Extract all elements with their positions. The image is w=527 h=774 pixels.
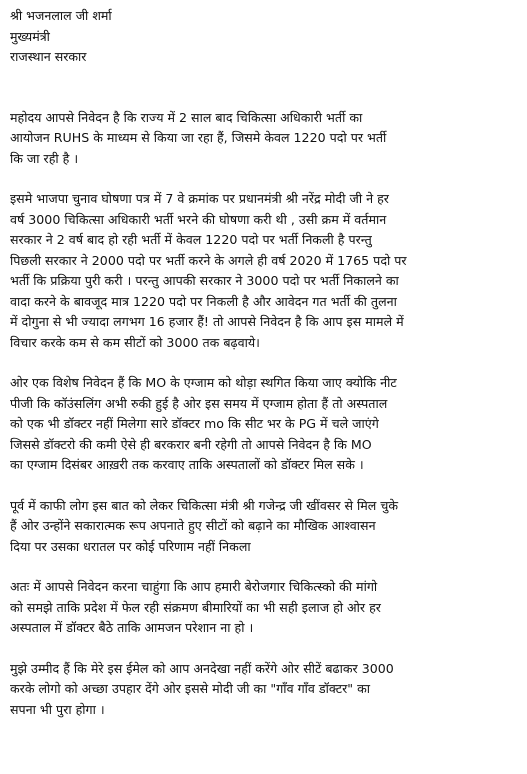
paragraph-line: पूर्व में काफी लोग इस बात को लेकर चिकित्सा मंत्री श्री गजेन्द्र जी खींवसर से मिल चुके: [10, 497, 399, 513]
paragraph-manifesto: [10, 189, 522, 353]
paragraph-line: अस्पताल में डॉक्टर बैठे ताकि आमजन परेशान ना हो ।: [10, 620, 254, 635]
paragraph-line: वादा करने के बावजूद मात्र 1220 पदो पर निकली है और आवेदन गत भर्ती की तुलना: [10, 293, 397, 309]
paragraph-line: इसमे भाजपा चुनाव घोषणा पत्र में 7 वे क्रमांक पर प्रधानमंत्री श्री नरेंद्र मोदी जी ने हर: [10, 191, 389, 206]
recipient-organization: राजस्थान सरकार: [10, 49, 87, 64]
paragraph-line: हैं ओर उन्होंने सकारात्मक रूप अपनाते हुए सीटों को बढ़ाने का मौखिक आश्वासन: [10, 518, 376, 533]
paragraph-line: मुझे उम्मीद हैं कि मेरे इस ईमेल को आप अनदेखा नहीं करेंगे ओर सीटें बढाकर 3000: [10, 660, 394, 676]
recipient-address: [10, 6, 522, 68]
paragraph-line: में दोगुना से भी ज्यादा लगभग 16 हजार हैं! तो आपसे निवेदन है कि आप इस मामले में: [10, 314, 404, 329]
paragraph-line: पिछली सरकार ने 2000 पदो पर भर्ती करने के अगले ही वर्ष 2020 में 1765 पदो पर: [10, 252, 407, 268]
paragraph-line: करके लोगो को अच्छा उपहार देंगे ओर इससे मोदी जी का "गाँव गाँव डॉक्टर" का: [10, 681, 371, 696]
paragraph-line: विचार करके कम से कम सीटों को 3000 तक बढ़वाये।: [10, 334, 260, 350]
paragraph-line: का एग्जाम दिसंबर आख़री तक करवाए ताकि अस्पतालों को डॉक्टर मिल सके ।: [10, 457, 364, 472]
recipient-name: श्री भजनलाल जी शर्मा: [10, 8, 112, 23]
recipient-title: मुख्यमंत्री: [10, 28, 50, 44]
paragraph-request: [10, 108, 522, 170]
paragraph-line: दिया पर उसका धरातल पर कोई परिणाम नहीं निकला: [10, 538, 251, 554]
paragraph-line: सरकार ने 2 वर्ष बाद हो रही भर्ती में केवल 1220 पदो पर भर्ती निकली है परन्तु: [10, 232, 372, 247]
paragraph-line: महोदय आपसे निवेदन है कि राज्य में 2 साल बाद चिकित्सा अधिकारी भर्ती का: [10, 109, 363, 125]
paragraph-line: भर्ती कि प्रक्रिया पुरी करी । परन्तु आपकी सरकार ने 3000 पदो पर भर्ती निकालने का: [10, 273, 399, 288]
letter-document: [10, 6, 522, 740]
paragraph-line: अतः में आपसे निवेदन करना चाहुंगा कि आप हमारी बेरोजगार चिकित्स्को की मांगो: [10, 579, 378, 594]
paragraph-line: सपना भी पुरा होगा ।: [10, 701, 105, 717]
paragraph-line: पीजी कि कॉउंसलिंग अभी रुकी हुई है ओर इस समय में एग्जाम होता हैं तो अस्पताल: [10, 395, 388, 411]
paragraph-exam-postponement: [10, 373, 522, 476]
paragraph-line: को समझे ताकि प्रदेश में फेल रही संक्रमण बीमारियों का भी सही इलाज हो ओर हर: [10, 599, 381, 615]
paragraph-line: को एक भी डॉक्टर नहीं मिलेगा सारे डॉक्टर mo कि सीट भर के PG में चले जाएंगे: [10, 416, 379, 431]
paragraph-line: आयोजन RUHS के माध्यम से किया जा रहा हैं, जिसमे केवल 1220 पदो पर भर्ती: [10, 130, 387, 145]
paragraph-line: जिससे डॉक्टरो की कमी ऐसे ही बरकरार बनी रहेगी तो आपसे निवेदन है कि MO: [10, 436, 372, 452]
address-spacer: [10, 68, 522, 108]
paragraph-line: कि जा रही है ।: [10, 150, 79, 166]
paragraph-minister-meeting: [10, 496, 522, 558]
paragraph-line: वर्ष 3000 चिकित्सा अधिकारी भर्ती भरने की घोषणा करी थी , उसी क्रम में वर्तमान: [10, 211, 387, 227]
paragraph-line: ओर एक विशेष निवेदन हैं कि MO के एग्जाम को थोड़ा स्थगित किया जाए क्योकि नीट: [10, 375, 397, 390]
paragraph-closing-hope: [10, 659, 522, 721]
letter-body: [10, 108, 522, 721]
paragraph-appeal: [10, 577, 522, 639]
